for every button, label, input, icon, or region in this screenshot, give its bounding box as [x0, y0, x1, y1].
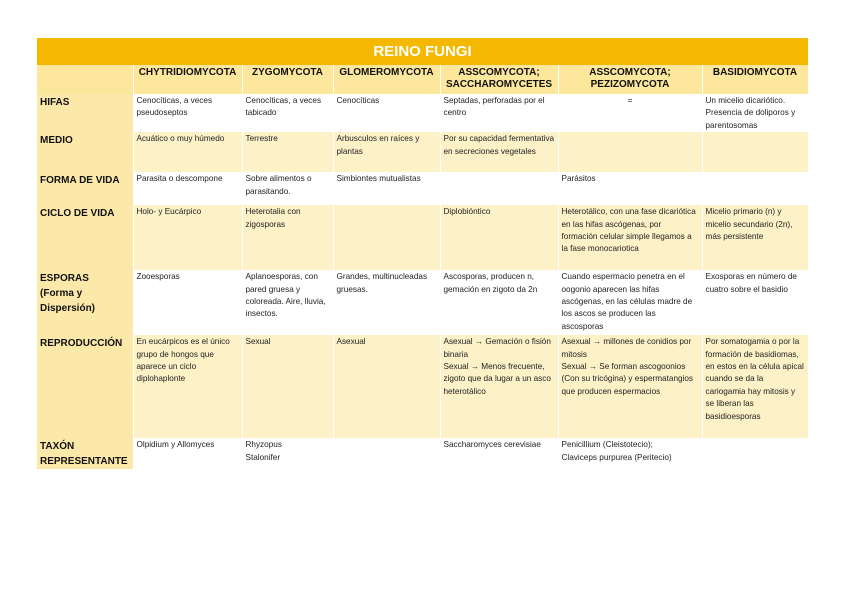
table-cell: Olpidium y Allomyces	[133, 438, 242, 469]
table-cell: Cenocíticas	[333, 94, 440, 132]
table-cell: Cenocíticas, a veces pseudoseptos	[133, 94, 242, 132]
header-row	[37, 65, 808, 94]
col-header-chytridiomycota: CHYTRIDIOMYCOTA	[133, 65, 242, 94]
table-cell: Parasita o descompone	[133, 172, 242, 205]
table-cell: Cuando espermacio penetra en el oogonio aparecen las hifas ascógenas, en las células madre de los ascos se producen las ascosporas	[558, 270, 702, 335]
table-cell: Sobre alimentos o parasitando.	[242, 172, 333, 205]
table-row	[37, 438, 808, 469]
row-label-medio: MEDIO	[37, 132, 133, 172]
table-row	[37, 270, 808, 335]
col-header-basidiomycota: BASIDIOMYCOTA	[702, 65, 808, 94]
table-cell: Grandes, multinucleadas gruesas.	[333, 270, 440, 335]
table-cell	[333, 438, 440, 469]
table-cell	[702, 438, 808, 469]
row-label-hifas: HIFAS	[37, 94, 133, 132]
table-cell: Zooesporas	[133, 270, 242, 335]
col-header-glomeromycota: GLOMEROMYCOTA	[333, 65, 440, 94]
table-cell: Asexual	[333, 335, 440, 438]
table-cell: Por somatogamia o por la formación de basidiomas, en estos en la célula apical cuando se da la cariogamia hay mitosis y se liberan las basidioesporas	[702, 335, 808, 438]
comparison-table	[37, 65, 809, 469]
table-cell: Acuático o muy húmedo	[133, 132, 242, 172]
table-cell: Heterotálico, con una fase dicariótica en las hifas ascógenas, por formación celular simple llegamos a la fase monocariotica	[558, 205, 702, 270]
table-cell: Parásitos	[558, 172, 702, 205]
table-cell: Ascosporas, producen n, gemación en zigoto da 2n	[440, 270, 558, 335]
corner-header	[37, 65, 133, 94]
table-title: REINO FUNGI	[37, 38, 808, 65]
table-row	[37, 205, 808, 270]
table-cell: =	[558, 94, 702, 132]
table-cell: Simbiontes mutualistas	[333, 172, 440, 205]
table-row	[37, 94, 808, 132]
table-cell: Micelio primario (n) y micelio secundario (2n), más persistente	[702, 205, 808, 270]
table-cell	[702, 172, 808, 205]
table-cell: Exosporas en número de cuatro sobre el basidio	[702, 270, 808, 335]
table-cell: Un micelio dicariótico. Presencia de doliporos y parentosomas	[702, 94, 808, 132]
table-cell: En eucárpicos es el único grupo de hongos que aparece un ciclo diplohaplonte	[133, 335, 242, 438]
table-cell: Holo- y Eucárpico	[133, 205, 242, 270]
row-label-reproduccion: REPRODUCCIÓN	[37, 335, 133, 438]
fungi-table	[37, 38, 808, 469]
col-header-saccharomycetes: ASSCOMYCOTA; SACCHAROMYCETES	[440, 65, 558, 94]
table-row	[37, 335, 808, 438]
row-label-esporas: ESPORAS (Forma y Dispersión)	[37, 270, 133, 335]
table-cell: Septadas, perforadas por el centro	[440, 94, 558, 132]
table-cell: Saccharomyces cerevisiae	[440, 438, 558, 469]
col-header-zygomycota: ZYGOMYCOTA	[242, 65, 333, 94]
table-cell: Por su capacidad fermentativa en secreciones vegetales	[440, 132, 558, 172]
col-header-pezizomycota: ASSCOMYCOTA; PEZIZOMYCOTA	[558, 65, 702, 94]
table-cell	[558, 132, 702, 172]
table-cell: Diplobióntico	[440, 205, 558, 270]
row-label-forma-de-vida: FORMA DE VIDA	[37, 172, 133, 205]
table-cell	[702, 132, 808, 172]
table-cell: Asexual → Gemación o fisión binaria Sexual → Menos frecuente, zigoto que da lugar a un asco heterotálico	[440, 335, 558, 438]
table-cell: Sexual	[242, 335, 333, 438]
table-cell: Cenocíticas, a veces tabicado	[242, 94, 333, 132]
table-row	[37, 132, 808, 172]
table-cell	[440, 172, 558, 205]
table-cell: Terrestre	[242, 132, 333, 172]
table-cell: Rhyzopus Stalonifer	[242, 438, 333, 469]
table-cell: Heterotalia con zigosporas	[242, 205, 333, 270]
table-cell: Aplanoesporas, con pared gruesa y coloreada. Aire, lluvia, insectos.	[242, 270, 333, 335]
table-row	[37, 172, 808, 205]
table-cell	[333, 205, 440, 270]
row-label-ciclo-de-vida: CICLO DE VIDA	[37, 205, 133, 270]
row-label-taxon-representante: TAXÓN REPRESENTANTE	[37, 438, 133, 469]
table-cell: Asexual → millones de conidios por mitosis Sexual → Se forman ascogoonios (Con su tricógina) y espermatangios que producen espermacios	[558, 335, 702, 438]
table-cell: Arbusculos en raíces y plantas	[333, 132, 440, 172]
table-cell: Penicillium (Cleistotecio); Claviceps purpurea (Peritecio)	[558, 438, 702, 469]
